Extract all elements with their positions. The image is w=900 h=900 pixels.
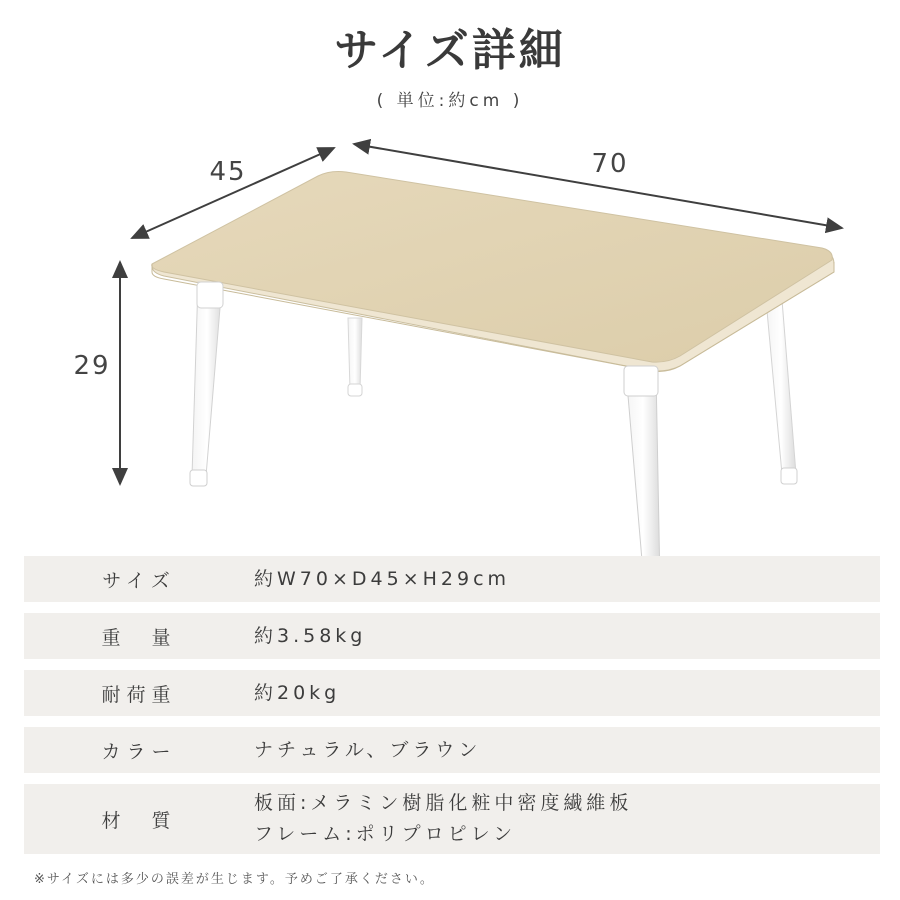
spec-value-material-frame: フレーム:ポリプロピレン — [254, 823, 517, 845]
spec-row-weight — [24, 613, 880, 659]
spec-row-size — [24, 556, 880, 602]
spec-table — [24, 556, 880, 854]
unit-note: ( 単位:約cm ) — [376, 91, 524, 111]
spec-label-load: 耐荷重 — [101, 683, 177, 706]
spec-label-material: 材 質 — [101, 809, 177, 832]
front-left-leg — [190, 282, 223, 486]
tabletop — [152, 172, 834, 372]
back-left-leg — [348, 318, 362, 396]
spec-row-color — [24, 727, 880, 773]
footnote: ※サイズには多少の誤差が生じます。予めご了承ください。 — [34, 872, 435, 887]
page-title: サイズ詳細 — [334, 25, 566, 76]
table-illustration — [0, 120, 900, 600]
height-label: 29 — [73, 351, 111, 381]
spec-value-size: 約W70×D45×H29cm — [254, 567, 511, 590]
spec-value-color: ナチュラル、ブラウン — [254, 738, 482, 761]
width-label: 70 — [591, 149, 629, 179]
spec-row-material — [24, 784, 880, 854]
back-right-leg — [766, 300, 797, 484]
depth-label: 45 — [209, 157, 247, 187]
spec-value-weight: 約3.58kg — [254, 624, 367, 647]
table-drawing — [0, 120, 900, 600]
spec-label-size: サイズ — [102, 569, 176, 592]
spec-row-load — [24, 670, 880, 716]
spec-label-weight: 重 量 — [101, 626, 177, 649]
spec-value-load: 約20kg — [254, 681, 341, 704]
spec-label-color: カラー — [101, 740, 177, 763]
spec-value-material — [254, 788, 632, 850]
spec-value-material-top: 板面:メラミン樹脂化粧中密度繊維板 — [254, 792, 633, 814]
